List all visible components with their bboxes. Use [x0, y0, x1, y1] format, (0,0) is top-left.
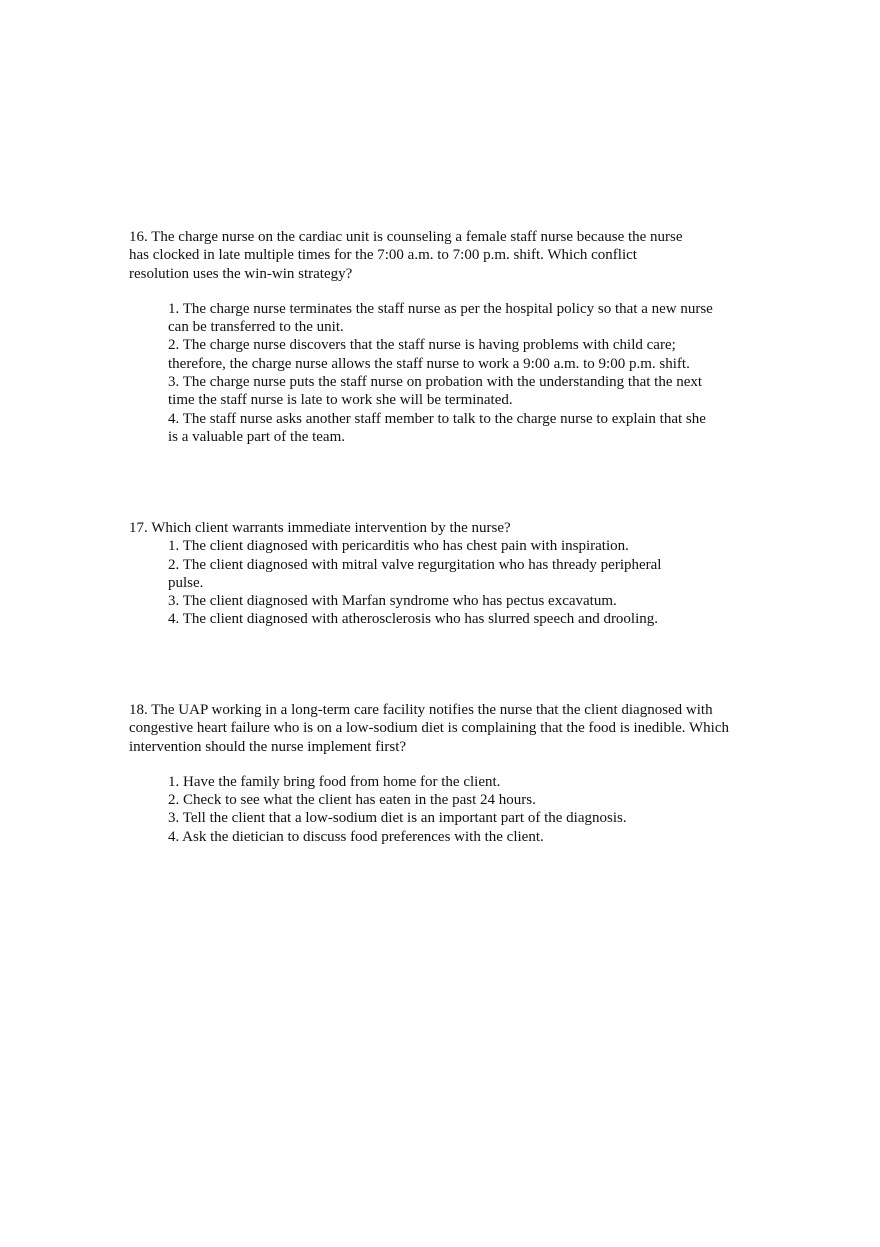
answer-options [129, 300, 713, 446]
answer-option: 2. Check to see what the client has eaten in the past 24 hours. [168, 792, 536, 809]
question-stem: 18. The UAP working in a long-term care facility notifies the nurse that the client diagnosed with congestive heart failure who is on a low-sodium diet is complaining that the food is inedible. Which intervention should the nurse implement first? [129, 702, 730, 755]
answer-option: 3. Tell the client that a low-sodium diet is an important part of the diagnosis. [168, 810, 627, 827]
answer-option: 1. The charge nurse terminates the staff nurse as per the hospital policy so that a new nurse can be transferred to the unit. [168, 300, 713, 336]
answer-option: 3. The charge nurse puts the staff nurse on probation with the understanding that the next time the staff nurse is late to work she will be terminated. [168, 374, 703, 409]
answer-options [129, 773, 728, 846]
answer-option: 1. The client diagnosed with pericarditis who has chest pain with inspiration. [168, 538, 629, 555]
question-stem: 17. Which client warrants immediate intervention by the nurse? [129, 520, 511, 536]
question-17 [129, 519, 729, 629]
answer-option: 3. The client diagnosed with Marfan syndrome who has pectus excavatum. [168, 593, 617, 610]
answer-option: 4. The staff nurse asks another staff member to talk to the charge nurse to explain that she is a valuable part of the team. [168, 410, 706, 445]
answer-option: 1. Have the family bring food from home for the client. [168, 773, 501, 790]
answer-option: 4. Ask the dietician to discuss food preferences with the client. [168, 828, 544, 845]
question-16 [129, 228, 729, 446]
answer-option: 2. The charge nurse discovers that the staff nurse is having problems with child care; therefore, the charge nurse allows the staff nurse to work a 9:00 a.m. to 9:00 p.m. shift. [168, 337, 690, 372]
question-stem: 16. The charge nurse on the cardiac unit is counseling a female staff nurse because the nurse has clocked in late multiple times for the 7:00 a.m. to 7:00 p.m. shift. Which conflict resolution uses the win-win strategy? [129, 229, 683, 282]
question-18 [129, 701, 769, 846]
answer-option: 4. The client diagnosed with atherosclerosis who has slurred speech and drooling. [168, 611, 659, 628]
answer-options [129, 537, 698, 628]
answer-option: 2. The client diagnosed with mitral valve regurgitation who has thready peripheral pulse. [168, 556, 662, 591]
